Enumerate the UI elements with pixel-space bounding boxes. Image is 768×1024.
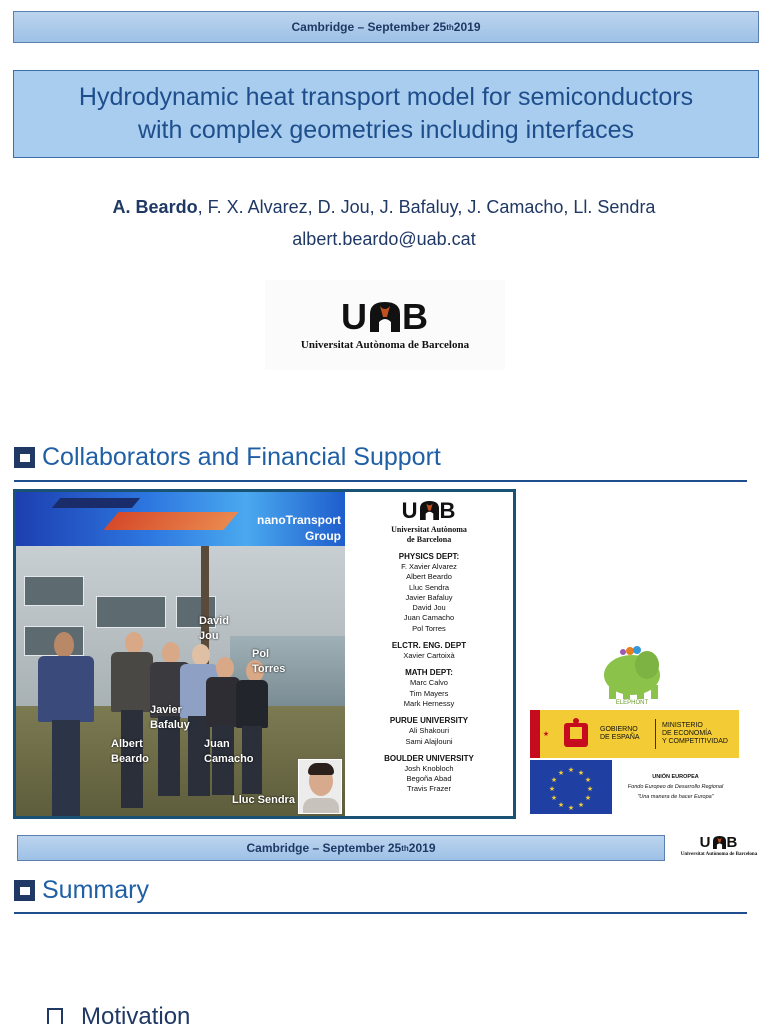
member-name: Mark Hernessy — [403, 698, 455, 708]
svg-text:★: ★ — [586, 785, 594, 793]
svg-text:★: ★ — [550, 794, 558, 802]
member-name: Begoña Abad — [406, 774, 452, 784]
summary-title: Summary — [42, 876, 149, 904]
uab-logo — [265, 280, 505, 370]
member-group-heading: ELCTR. ENG. DEPT — [391, 641, 467, 651]
svg-text:★: ★ — [584, 776, 592, 784]
member-name: Sami Alajlouni — [405, 736, 453, 746]
member-name: Pol Torres — [412, 623, 446, 633]
uab-letter-a — [370, 302, 400, 332]
group-label-line-2: Group — [305, 529, 341, 543]
uab-wordmark — [341, 296, 429, 337]
square-bullet-icon — [14, 880, 35, 901]
eu-line-1: UNIÓN EUROPEA — [652, 774, 699, 780]
co-authors: , F. X. Alvarez, D. Jou, J. Bafaluy, J. Camacho, Ll. Sendra — [197, 197, 656, 217]
svg-text:★: ★ — [557, 769, 565, 777]
author-list — [0, 197, 768, 218]
banner-bottom-year: 2019 — [408, 841, 436, 855]
eu-flag-icon — [530, 760, 612, 814]
ministerio-line-2: DE ECONOMÍA — [662, 730, 712, 737]
member-groups — [345, 552, 513, 795]
member-name: Travis Frazer — [407, 784, 451, 794]
gobierno-line-1: GOBIERNO — [600, 726, 638, 733]
members-list — [345, 492, 513, 816]
summary-heading — [14, 876, 149, 905]
summary-item-label: Motivation — [81, 1003, 191, 1024]
hollow-square-bullet-icon — [47, 1008, 63, 1024]
svg-text:★: ★ — [584, 794, 592, 802]
gobierno-line-2: DE ESPAÑA — [600, 734, 640, 741]
label-lluc: Lluc Sendra — [232, 794, 295, 806]
member-group-heading: MATH DEPT: — [405, 668, 453, 678]
banner-year: 2019 — [453, 20, 481, 34]
svg-text:★: ★ — [567, 804, 575, 812]
lead-author: A. Beardo — [112, 197, 198, 217]
ministerio-line-3: Y COMPETITIVIDAD — [662, 738, 728, 745]
date-banner-bottom — [17, 835, 665, 861]
union-europea-logo — [530, 760, 739, 814]
collaborators-heading — [14, 443, 441, 472]
title-line-1: Hydrodynamic heat transport model for semiconductors — [78, 83, 694, 111]
simulation-banner — [16, 492, 345, 546]
uab-small-sub-2: de Barcelona — [406, 535, 452, 544]
banner-bottom-text: Cambridge – September 25 — [246, 841, 402, 855]
square-bullet-icon — [14, 447, 35, 468]
label-pol: Pol Torres — [252, 648, 286, 675]
heading-rule — [14, 480, 747, 482]
elephont-logo-icon — [597, 645, 667, 705]
member-name: Albert Beardo — [406, 572, 452, 582]
member-name: Tim Mayers — [409, 688, 449, 698]
member-name: Josh Knobloch — [404, 763, 454, 773]
label-david: David Jou — [199, 615, 229, 642]
uab-small-sub-1: Universitat Autònoma — [391, 525, 467, 534]
nanotransport-label — [257, 512, 341, 544]
member-name: Xavier Cartoixà — [403, 651, 455, 661]
label-juan: Juan Camacho — [204, 738, 254, 765]
eu-line-2: Fondo Europeo de Desarrollo Regional — [627, 784, 724, 790]
group-label-line-1: nanoTransport — [256, 513, 341, 527]
title-line-2: with complex geometries including interfaces — [137, 116, 635, 144]
eu-line-3: "Una manera de hacer Europa" — [637, 794, 714, 800]
member-name: Marc Calvo — [410, 678, 448, 688]
collaborators-panel — [13, 489, 516, 819]
member-group-heading: BOULDER UNIVERSITY — [384, 753, 474, 763]
member-name: Juan Camacho — [403, 613, 455, 623]
date-banner-top — [13, 11, 759, 43]
label-javier: Javier Bafaluy — [150, 704, 190, 731]
svg-text:★: ★ — [567, 766, 575, 774]
svg-text:ELEPHONT: ELEPHONT — [615, 700, 649, 705]
summary-rule — [14, 912, 747, 914]
svg-text:★: ★ — [577, 769, 585, 777]
uab-logo-footer: U B Universitat Autònoma de Barcelona — [680, 834, 758, 857]
label-albert: Albert Beardo — [111, 738, 149, 765]
uab-subtitle: Universitat Autònoma de Barcelona — [300, 339, 470, 351]
svg-text:★: ★ — [550, 776, 558, 784]
svg-text:★: ★ — [577, 801, 585, 809]
svg-text:★: ★ — [557, 801, 565, 809]
title-box — [13, 70, 759, 158]
lluc-portrait — [298, 759, 342, 814]
uab-letter-u: U — [341, 296, 368, 337]
spain-coat-of-arms-icon — [552, 710, 600, 758]
member-group-heading: PHYSICS DEPT: — [398, 552, 460, 561]
gobierno-espana-logo: ★ GOBIERNO DE ESPAÑA MINISTERIO DE ECONOMÍA Y COMPETITIVIDAD — [530, 710, 739, 758]
banner-text: Cambridge – September 25 — [291, 20, 447, 34]
banner-sup: th — [446, 22, 454, 32]
member-name: Lluc Sendra — [408, 582, 450, 592]
uab-logo-small: U B Universitat Autònoma de Barcelona — [391, 498, 467, 544]
banner-bottom-sup: th — [401, 843, 409, 853]
member-name: F. Xavier Alvarez — [401, 562, 457, 571]
member-name: Ali Shakouri — [408, 726, 450, 736]
author-email: albert.beardo@uab.cat — [292, 229, 476, 249]
uab-footer-sub: Universitat Autònoma de Barcelona — [680, 852, 758, 857]
summary-item-motivation — [47, 1003, 190, 1024]
member-name: Javier Bafaluy — [405, 592, 453, 602]
member-group-heading: PURUE UNIVERSITY — [389, 716, 469, 726]
ministerio-line-1: MINISTERIO — [662, 722, 703, 729]
uab-letter-b: B — [402, 296, 429, 337]
collaborators-title: Collaborators and Financial Support — [42, 443, 441, 471]
group-photo — [16, 492, 345, 816]
svg-text:★: ★ — [548, 785, 556, 793]
member-name: David Jou — [412, 603, 446, 613]
